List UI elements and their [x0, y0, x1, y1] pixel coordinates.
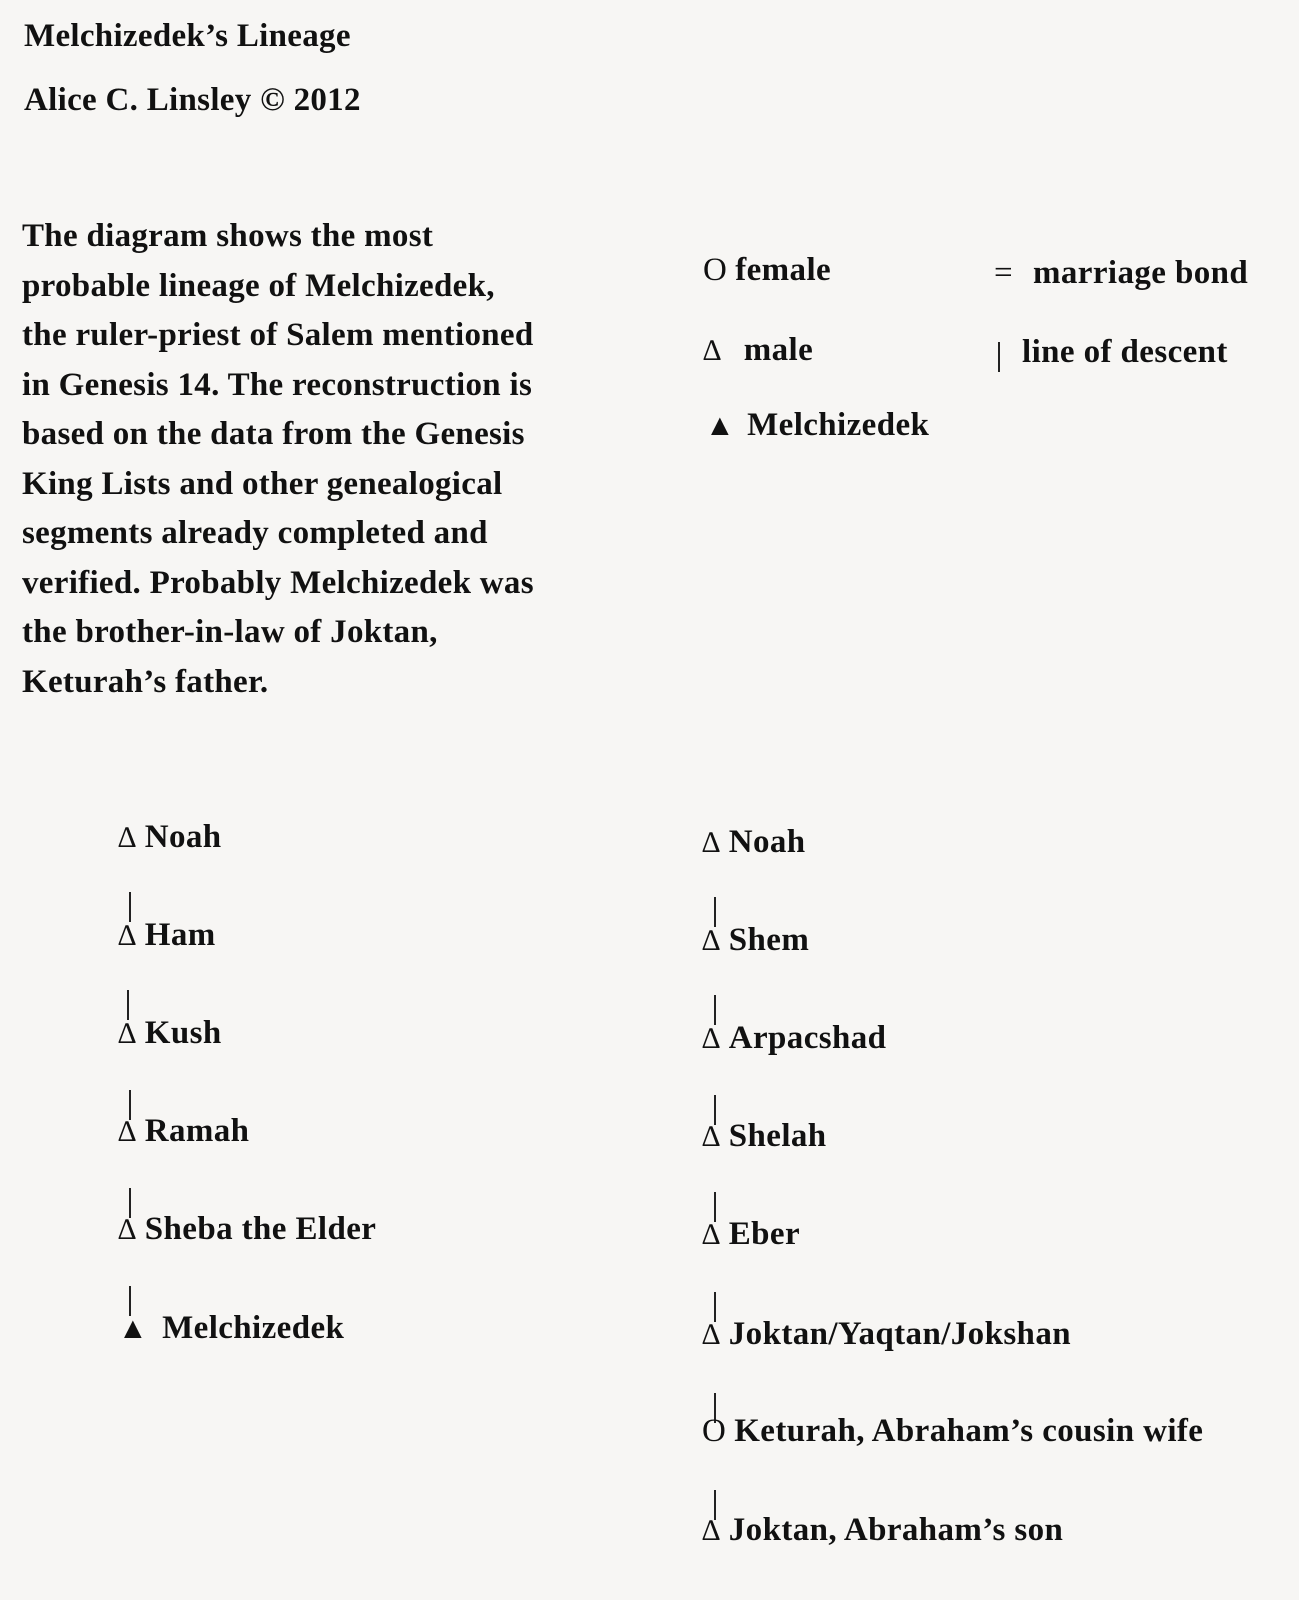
description-line: The diagram shows the most — [22, 218, 434, 254]
description-line: the brother-in-law of Joktan, — [22, 614, 438, 650]
descent-line-icon — [998, 342, 1000, 372]
circle-icon: O — [702, 1413, 727, 1449]
lineage-node-melchizedek — [118, 1310, 344, 1347]
circle-icon: O — [703, 252, 728, 288]
lineage-node — [702, 824, 806, 861]
lineage-node — [702, 1316, 1071, 1353]
legend-melchizedek — [705, 407, 929, 444]
lineage-node — [702, 1216, 800, 1253]
node-name: Ramah — [144, 1113, 250, 1149]
triangle-outline-icon: ∆ — [118, 1213, 137, 1246]
lineage-node — [118, 819, 222, 856]
triangle-outline-icon: ∆ — [703, 334, 722, 367]
description-line: in Genesis 14. The reconstruction is — [22, 366, 533, 403]
legend-marriage-label: marriage bond — [1033, 255, 1249, 291]
triangle-outline-icon: ∆ — [702, 1022, 721, 1055]
node-name: Ham — [144, 917, 216, 953]
description-line: the ruler-priest of Salem mentioned — [22, 317, 534, 353]
description-line: King Lists and other genealogical — [22, 465, 503, 502]
description-line: verified. Probably Melchizedek was — [22, 564, 534, 601]
node-name: Joktan, Abraham’s son — [728, 1512, 1064, 1548]
description-paragraph — [22, 212, 622, 707]
legend-descent-label: line of descent — [1022, 334, 1228, 370]
legend-male-label: male — [743, 332, 814, 368]
triangle-outline-icon: ∆ — [702, 1120, 721, 1153]
author-line: Alice C. Linsley © 2012 — [24, 82, 361, 118]
node-name: Arpacshad — [728, 1020, 887, 1056]
legend-melchizedek-label: Melchizedek — [747, 407, 930, 443]
description-line: segments already completed and — [22, 515, 488, 551]
triangle-outline-icon: ∆ — [118, 821, 137, 854]
triangle-filled-icon: ▲ — [118, 1312, 149, 1345]
triangle-outline-icon: ∆ — [702, 924, 721, 957]
description-line: based on the data from the Genesis — [22, 416, 525, 452]
node-name: Kush — [144, 1015, 222, 1051]
triangle-outline-icon: ∆ — [702, 1218, 721, 1251]
triangle-outline-icon: ∆ — [118, 1115, 137, 1148]
lineage-node — [118, 1015, 222, 1052]
triangle-outline-icon: ∆ — [118, 919, 137, 952]
legend-marriage — [994, 255, 1248, 292]
node-name: Shem — [728, 922, 810, 958]
triangle-outline-icon: ∆ — [702, 1514, 721, 1547]
lineage-node — [702, 1118, 827, 1155]
triangle-filled-icon: ▲ — [705, 409, 736, 442]
legend-female — [703, 252, 831, 289]
legend-female-label: female — [735, 252, 832, 288]
lineage-node-keturah — [702, 1413, 1203, 1450]
legend-male — [703, 332, 813, 369]
node-name: Eber — [728, 1216, 801, 1252]
triangle-outline-icon: ∆ — [702, 826, 721, 859]
lineage-node — [702, 1020, 886, 1057]
lineage-node — [118, 917, 216, 954]
triangle-outline-icon: ∆ — [118, 1017, 137, 1050]
lineage-node — [702, 922, 809, 959]
lineage-node — [118, 1211, 376, 1248]
triangle-outline-icon: ∆ — [702, 1318, 721, 1351]
equals-icon: = — [994, 255, 1014, 291]
node-name: Keturah, Abraham’s cousin wife — [734, 1413, 1204, 1449]
node-name: Sheba the Elder — [144, 1211, 377, 1247]
page-title: Melchizedek’s Lineage — [24, 18, 351, 54]
lineage-node — [702, 1512, 1063, 1549]
node-name: Noah — [728, 824, 806, 860]
node-name: Shelah — [728, 1118, 827, 1154]
node-name: Melchizedek — [162, 1310, 345, 1346]
node-name: Joktan/Yaqtan/Jokshan — [728, 1316, 1071, 1352]
lineage-node — [118, 1113, 249, 1150]
description-line: probable lineage of Melchizedek, — [22, 267, 495, 304]
description-line: Keturah’s father. — [22, 663, 269, 700]
node-name: Noah — [144, 819, 222, 855]
